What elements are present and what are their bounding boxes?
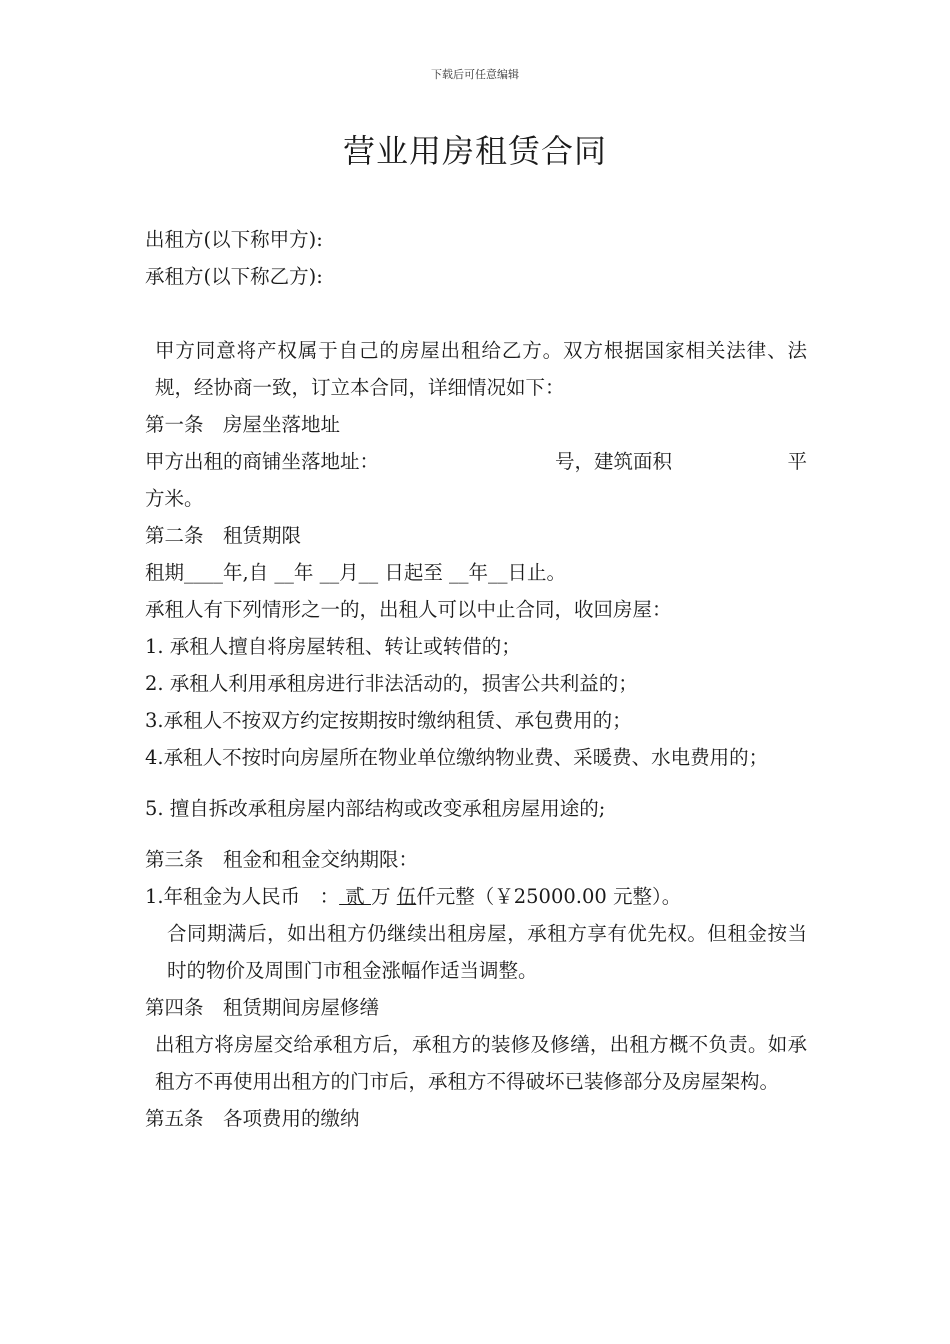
- area-unit-b: 方米。: [145, 487, 204, 510]
- address-label: 甲方出租的商铺坐落地址：: [145, 450, 380, 473]
- condition-3: 3.承租人不按双方约定按期按时缴纳租赁、承包费用的；: [145, 709, 632, 732]
- term-blank-start-year: __: [274, 561, 294, 584]
- term-text: 年,自: [223, 561, 275, 584]
- term-text: 月__ 日起至: [339, 561, 450, 584]
- document-body: [145, 221, 807, 1137]
- term-text: 年: [293, 561, 320, 584]
- document-title: 营业用房租赁合同: [342, 132, 607, 170]
- term-blank-end-day: __: [488, 561, 508, 584]
- rent-ten-thousands: 贰: [339, 885, 372, 908]
- rent-thousands: 伍: [396, 885, 417, 908]
- lease-term-line: [145, 554, 807, 591]
- renewal-paragraph: 合同期满后，如出租方仍继续出租房屋，承租方享有优先权。但租金按当时的物价及周围门市租金涨幅作适当调整。: [167, 922, 807, 982]
- term-blank-end-year: __: [449, 561, 469, 584]
- termination-intro: 承租人有下列情形之一的，出租人可以中止合同，收回房屋：: [145, 598, 672, 621]
- rent-text: 仟元整（￥25000.00 元整）。: [416, 885, 682, 908]
- article-3-title: 第三条 租金和租金交纳期限：: [145, 848, 419, 871]
- article-2-title: 第二条 租赁期限: [145, 524, 302, 547]
- rent-text: 万: [371, 885, 397, 908]
- header-note: 下载后可任意编辑: [431, 68, 519, 81]
- lessor-line: 出租方(以下称甲方):: [145, 228, 323, 251]
- address-number-label: 号，建筑面积: [555, 450, 673, 473]
- article-1-title: 第一条 房屋坐落地址: [145, 413, 341, 436]
- intro-paragraph: 甲方同意将产权属于自己的房屋出租给乙方。双方根据国家相关法律、法规，经协商一致，订立本合同，详细情况如下：: [155, 339, 807, 399]
- repair-paragraph: 出租方将房屋交给承租方后，承租方的装修及修缮，出租方概不负责。如承租方不再使用出租方的门市后，承租方不得破坏已装修部分及房屋架构。: [155, 1033, 807, 1093]
- address-line: [145, 443, 807, 480]
- term-blank-years: ____: [184, 561, 224, 584]
- term-text: 租期: [145, 561, 185, 584]
- term-text: 日止。: [507, 561, 567, 584]
- term-blank-start-month: __: [319, 561, 340, 584]
- condition-4: 4.承租人不按时向房屋所在物业单位缴纳物业费、采暖费、水电费用的；: [145, 746, 769, 769]
- term-text: 年: [468, 561, 489, 584]
- lessee-line: 承租方(以下称乙方):: [145, 265, 323, 288]
- article-4-title: 第四条 租赁期间房屋修缮: [145, 996, 380, 1019]
- annual-rent-line: [145, 878, 807, 915]
- rent-text: 1.年租金为人民币 ：: [145, 885, 340, 908]
- article-5-title: 第五条 各项费用的缴纳: [145, 1107, 360, 1130]
- condition-2: 2. 承租人利用承租房进行非法活动的，损害公共利益的；: [145, 672, 638, 695]
- condition-1: 1. 承租人擅自将房屋转租、转让或转借的；: [145, 635, 521, 658]
- condition-5: 5. 擅自拆改承租房屋内部结构或改变承租房屋用途的;: [145, 797, 606, 820]
- area-unit-a: 平: [787, 450, 807, 473]
